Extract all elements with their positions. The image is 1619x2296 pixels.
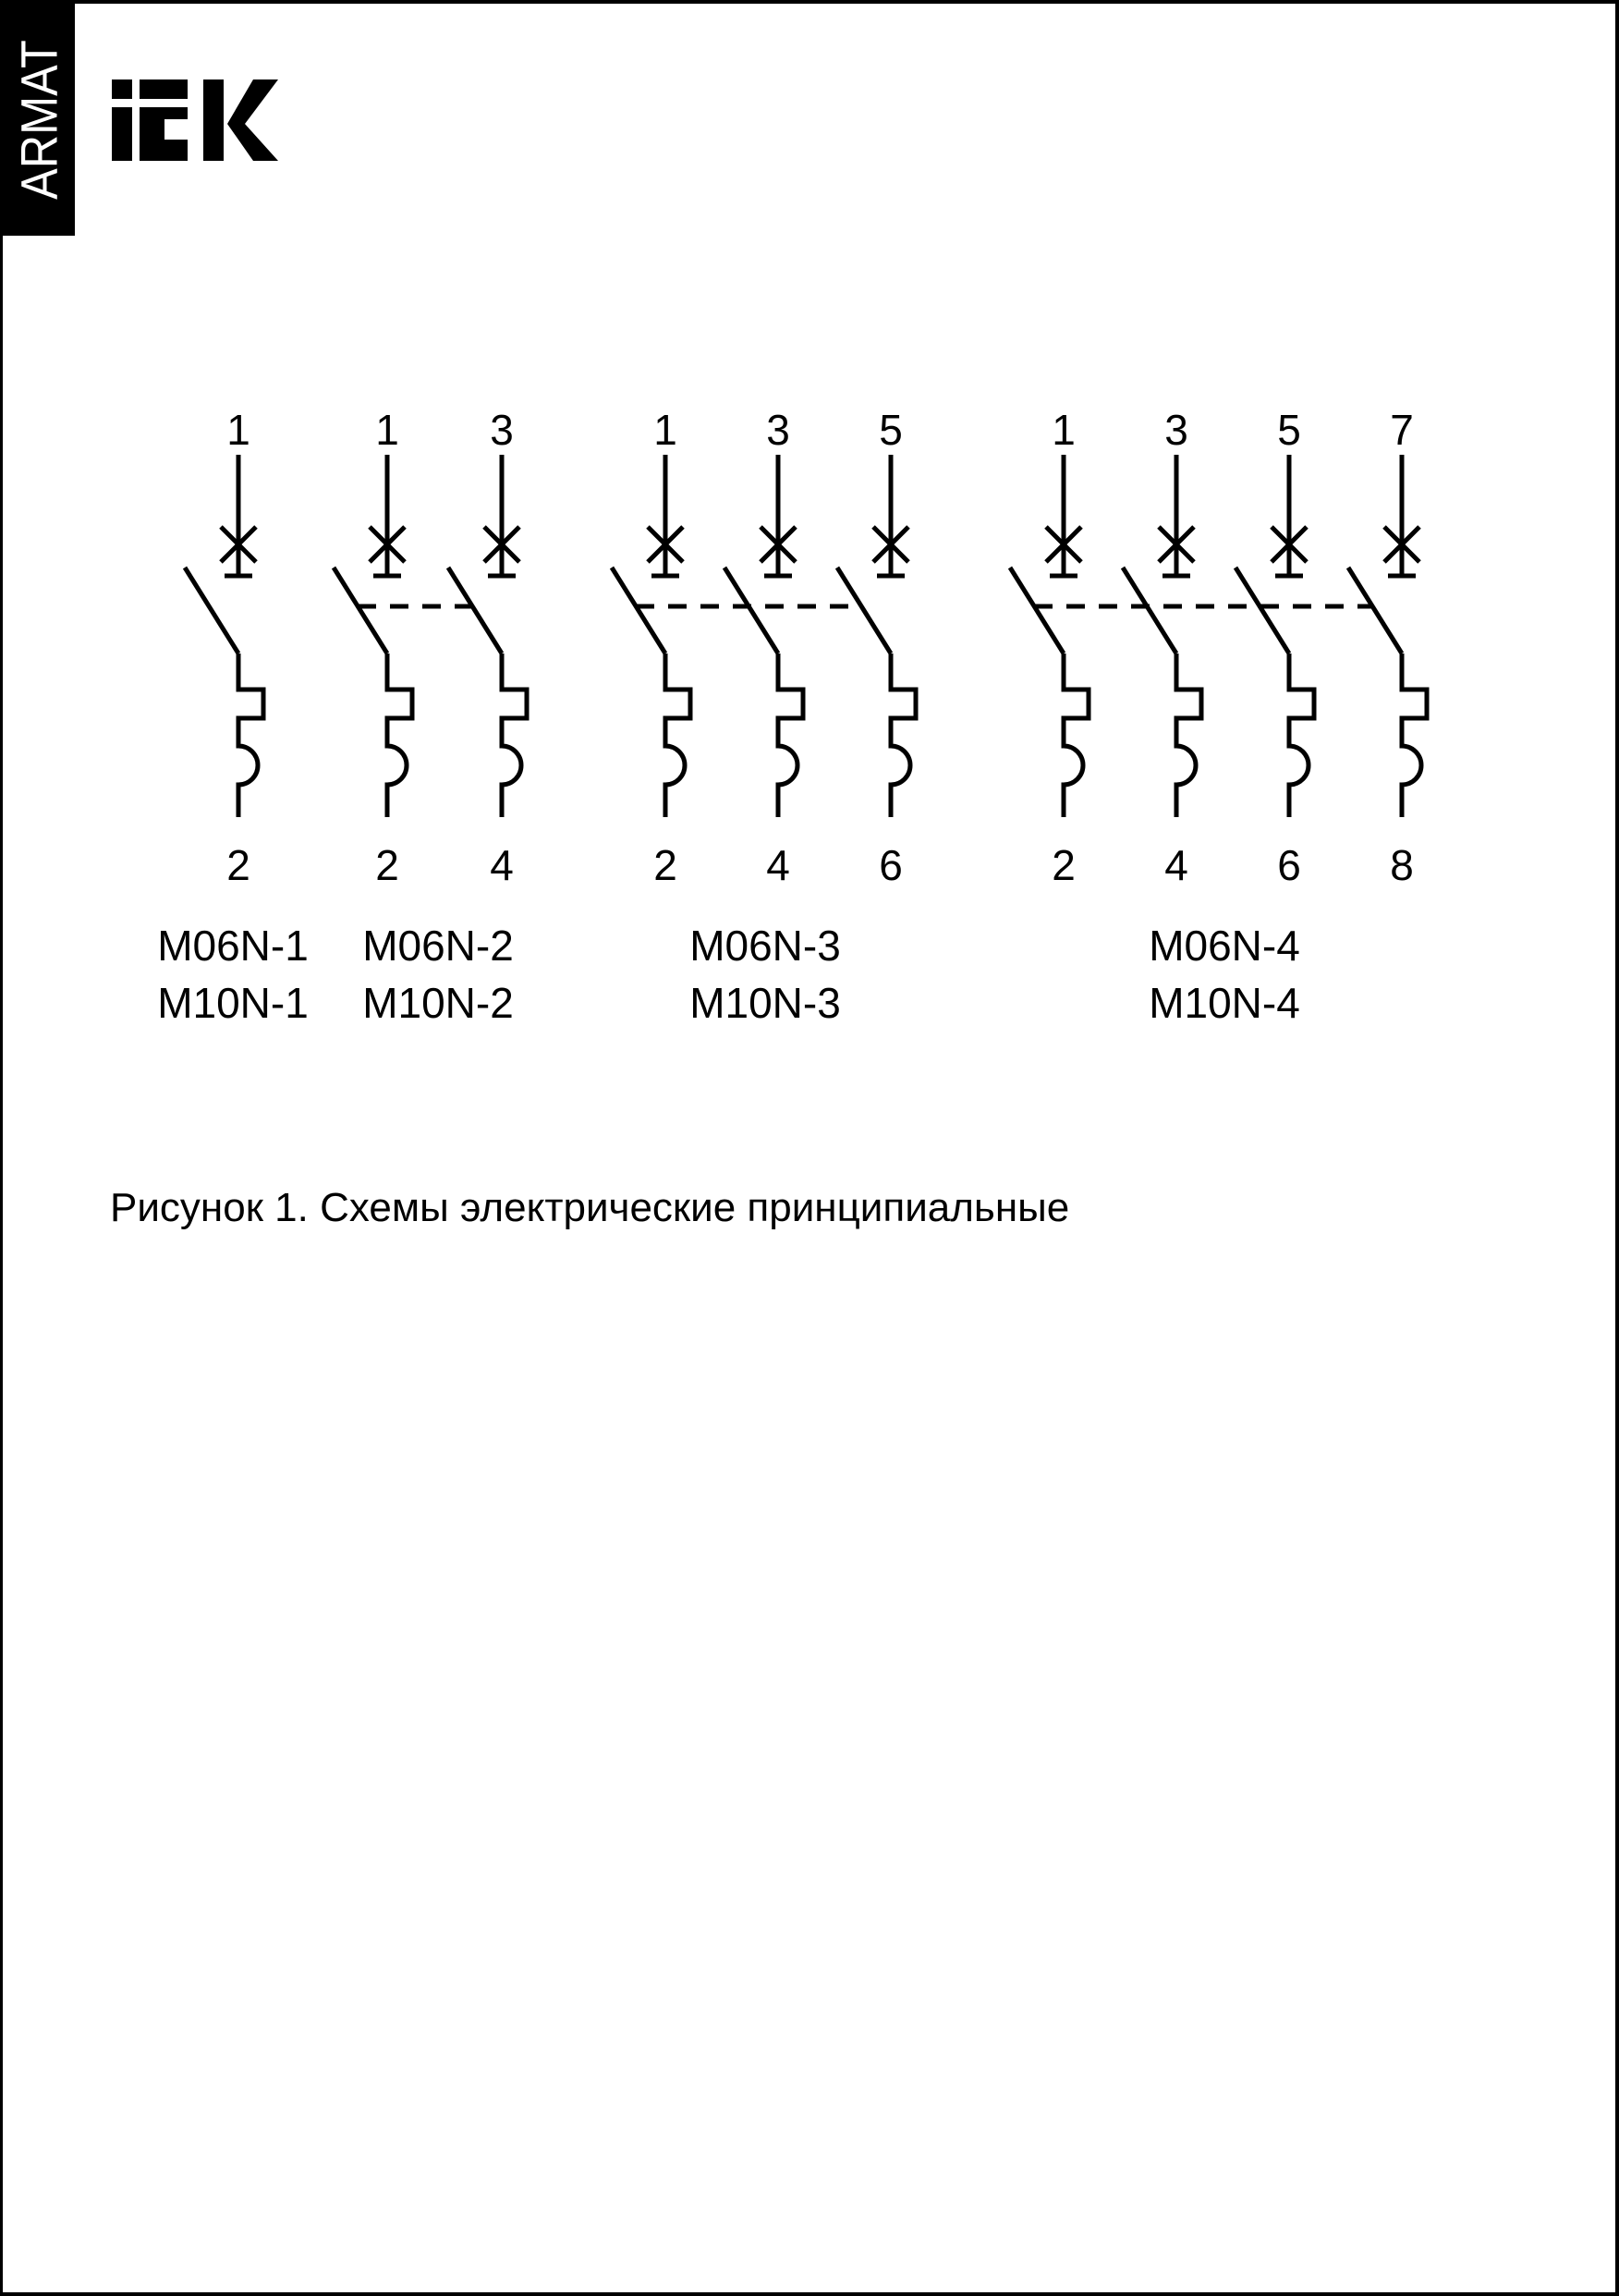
thermal-and-magnetic-release	[238, 653, 263, 817]
model-name: M10N-2	[362, 979, 514, 1027]
thermal-and-magnetic-release	[1402, 653, 1427, 817]
thermal-and-magnetic-release	[891, 653, 916, 817]
thermal-and-magnetic-release	[665, 653, 690, 817]
terminal-number-bottom: 6	[879, 841, 903, 889]
breaker-cross-stroke	[1384, 527, 1419, 562]
terminal-number-bottom: 2	[226, 841, 250, 889]
terminal-number-top: 5	[879, 406, 903, 454]
pole-5-6	[837, 406, 916, 889]
terminal-number-bottom: 2	[375, 841, 399, 889]
logo-e-top-bar	[140, 79, 188, 99]
breaker-cross-stroke	[648, 527, 683, 562]
brand-sidebar-tab	[3, 4, 75, 236]
breaker-cross-stroke	[484, 527, 519, 562]
terminal-number-top: 1	[653, 406, 677, 454]
breaker-cross-stroke	[1384, 527, 1419, 562]
breaker-cross-stroke	[370, 527, 405, 562]
thermal-and-magnetic-release	[1176, 653, 1201, 817]
logo-i-dot	[112, 79, 132, 99]
pole-3-4	[448, 406, 527, 889]
switch-blade	[1010, 568, 1064, 653]
logo-e-body	[140, 107, 188, 161]
breaker-cross-stroke	[1159, 527, 1194, 562]
switch-blade	[1123, 568, 1176, 653]
breaker-cross-stroke	[221, 527, 256, 562]
terminal-number-bottom: 8	[1390, 841, 1414, 889]
terminal-number-top: 7	[1390, 406, 1414, 454]
switch-blade	[1236, 568, 1289, 653]
schematics-canvas	[3, 4, 1619, 1261]
schematic-m06n-1	[185, 406, 263, 889]
pole-7-8	[1348, 406, 1427, 889]
model-label-group-2	[362, 917, 514, 1032]
pole-3-4	[724, 406, 803, 889]
pole-1-2	[334, 406, 412, 889]
pole-5-6	[1236, 406, 1314, 889]
logo-k-arms	[227, 79, 278, 161]
model-name: M06N-4	[1149, 922, 1300, 970]
terminal-number-top: 3	[766, 406, 790, 454]
breaker-cross-stroke	[1159, 527, 1194, 562]
model-name: M06N-3	[689, 922, 841, 970]
breaker-cross-stroke	[370, 527, 405, 562]
breaker-cross-stroke	[873, 527, 908, 562]
thermal-and-magnetic-release	[778, 653, 803, 817]
thermal-and-magnetic-release	[502, 653, 527, 817]
breaker-cross-stroke	[761, 527, 796, 562]
switch-blade	[185, 568, 238, 653]
terminal-number-top: 1	[375, 406, 399, 454]
figure-caption: Рисунок 1. Схемы электрические принципиальные	[110, 1185, 1070, 1230]
breaker-cross-stroke	[648, 527, 683, 562]
pole-3-4	[1123, 406, 1201, 889]
model-name: M06N-2	[362, 922, 514, 970]
iek-logo	[112, 79, 278, 161]
terminal-number-bottom: 4	[490, 841, 514, 889]
thermal-and-magnetic-release	[387, 653, 412, 817]
breaker-cross-stroke	[221, 527, 256, 562]
terminal-number-top: 5	[1277, 406, 1301, 454]
pole-1-2	[185, 406, 263, 889]
terminal-number-bottom: 2	[653, 841, 677, 889]
model-name: M10N-3	[689, 979, 841, 1027]
pole-1-2	[612, 406, 690, 889]
breaker-cross-stroke	[1046, 527, 1081, 562]
switch-blade	[334, 568, 387, 653]
schematic-m06n-2	[334, 406, 527, 889]
model-label-group-4	[1149, 917, 1300, 1032]
model-label-group-3	[689, 917, 841, 1032]
terminal-number-bottom: 2	[1052, 841, 1076, 889]
terminal-number-top: 3	[490, 406, 514, 454]
switch-blade	[612, 568, 665, 653]
terminal-number-top: 1	[1052, 406, 1076, 454]
schematic-m06n-3	[612, 406, 916, 889]
model-name: M10N-4	[1149, 979, 1300, 1027]
breaker-cross-stroke	[484, 527, 519, 562]
breaker-cross-stroke	[1272, 527, 1307, 562]
terminal-number-top: 3	[1164, 406, 1188, 454]
terminal-number-bottom: 4	[766, 841, 790, 889]
terminal-number-top: 1	[226, 406, 250, 454]
terminal-number-bottom: 6	[1277, 841, 1301, 889]
model-name: M06N-1	[157, 922, 309, 970]
breaker-cross-stroke	[1272, 527, 1307, 562]
brand-vertical-text: ARMAT	[9, 40, 68, 200]
switch-blade	[448, 568, 502, 653]
model-label-group-1	[157, 917, 309, 1032]
switch-blade	[1348, 568, 1402, 653]
breaker-cross-stroke	[1046, 527, 1081, 562]
logo-k-stem	[203, 79, 224, 161]
breaker-cross-stroke	[873, 527, 908, 562]
switch-blade	[837, 568, 891, 653]
thermal-and-magnetic-release	[1064, 653, 1089, 817]
thermal-and-magnetic-release	[1289, 653, 1314, 817]
switch-blade	[724, 568, 778, 653]
schematic-m06n-4	[1010, 406, 1427, 889]
terminal-number-bottom: 4	[1164, 841, 1188, 889]
model-name: M10N-1	[157, 979, 309, 1027]
breaker-cross-stroke	[761, 527, 796, 562]
logo-i-stem	[112, 107, 132, 161]
pole-1-2	[1010, 406, 1089, 889]
